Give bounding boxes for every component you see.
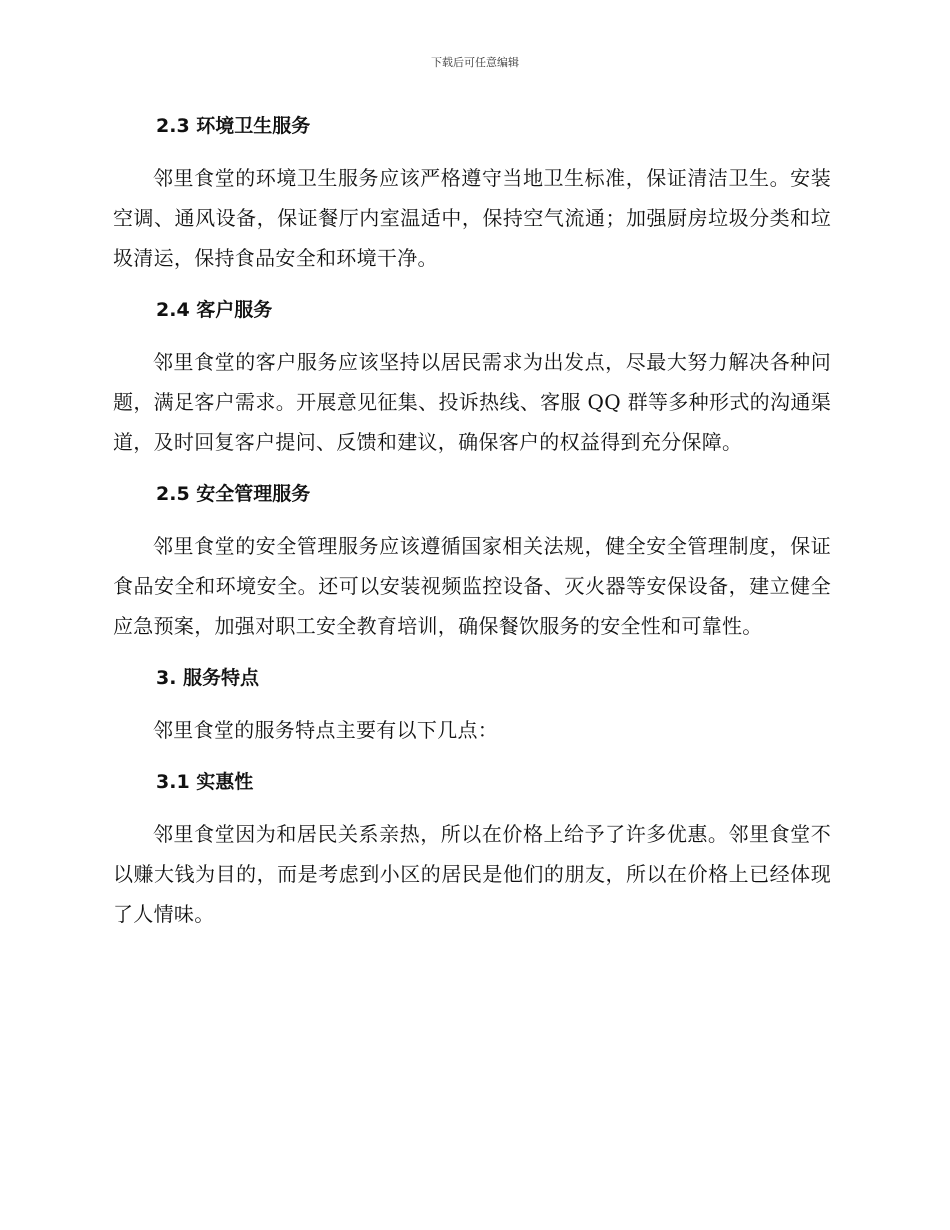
section-paragraph-3-1: 邻里食堂因为和居民关系亲热，所以在价格上给予了许多优惠。邻里食堂不以赚大钱为目的，而是考虑到小区的居民是他们的朋友，所以在价格上已经体现了人情味。 <box>113 822 831 926</box>
section-paragraph-2-5: 邻里食堂的安全管理服务应该遵循国家相关法规，健全安全管理制度，保证食品安全和环境安全。还可以安装视频监控设备、灭火器等安保设备，建立健全应急预案，加强对职工安全教育培训，确保餐饮服务的安全性和可靠性。 <box>113 534 831 638</box>
section-paragraph-3: 邻里食堂的服务特点主要有以下几点： <box>153 718 499 742</box>
section-heading-2-4: 2.4 客户服务 <box>156 299 273 321</box>
section-heading-3-1: 3.1 实惠性 <box>156 771 254 793</box>
section-heading-2-3: 2.3 环境卫生服务 <box>156 115 311 137</box>
section-heading-3: 3. 服务特点 <box>156 667 260 689</box>
section-paragraph-2-3: 邻里食堂的环境卫生服务应该严格遵守当地卫生标准，保证清洁卫生。安装空调、通风设备，保证餐厅内室温适中，保持空气流通；加强厨房垃圾分类和垃圾清运，保持食品安全和环境干净。 <box>113 166 831 270</box>
section-paragraph-2-4: 邻里食堂的客户服务应该坚持以居民需求为出发点，尽最大努力解决各种问题，满足客户需求。开展意见征集、投诉热线、客服 QQ 群等多种形式的沟通渠道，及时回复客户提问、反馈和建议，确保客户的权益得到充分保障。 <box>113 350 831 454</box>
page-header: 下载后可任意编辑 <box>431 56 519 69</box>
section-heading-2-5: 2.5 安全管理服务 <box>156 483 311 505</box>
document-body <box>113 108 831 934</box>
